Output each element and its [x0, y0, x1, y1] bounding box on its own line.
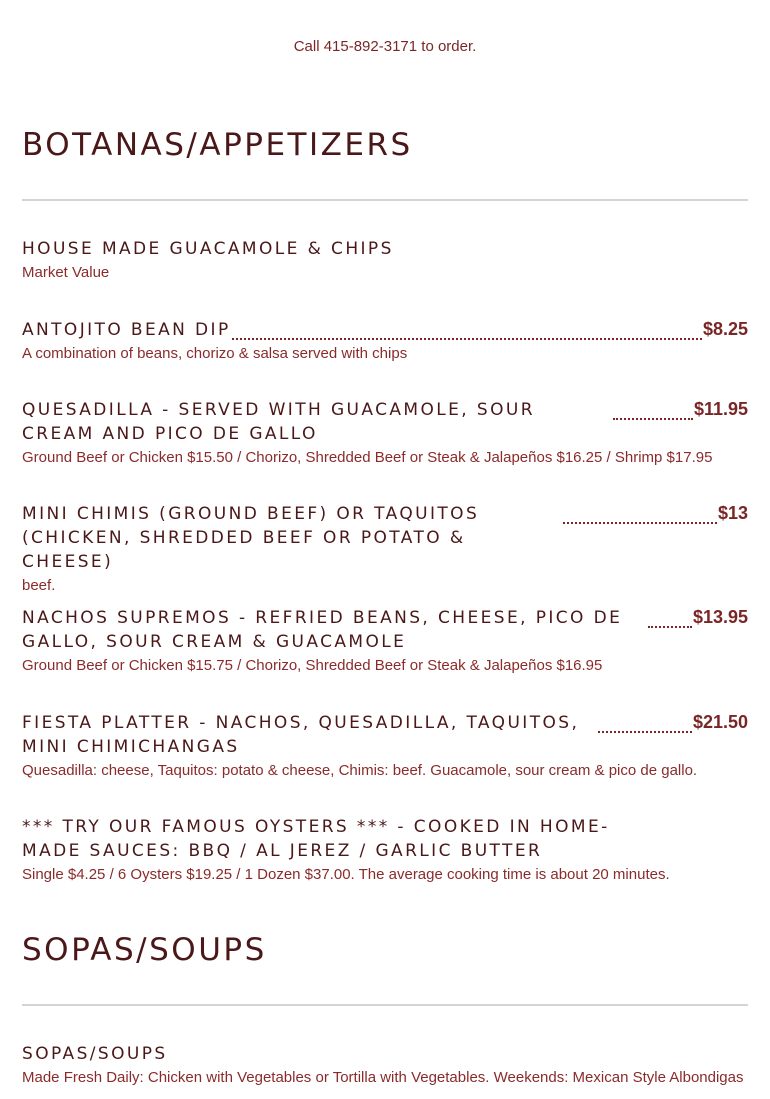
menu-item-nachos	[22, 606, 748, 677]
menu-item-guacamole	[22, 237, 748, 284]
item-price: $21.50	[692, 712, 748, 732]
item-name: FIESTA PLATTER - NACHOS, QUESADILLA, TAQUITOS, MINI CHIMICHANGAS	[22, 713, 580, 757]
item-name: SOPAS/SOUPS	[22, 1044, 168, 1064]
item-price: $13.95	[692, 607, 748, 627]
section-appetizers	[22, 127, 748, 163]
menu-item-bean-dip	[22, 318, 748, 365]
section-divider	[22, 1004, 748, 1006]
item-price: $11.95	[693, 399, 748, 419]
item-description: Made Fresh Daily: Chicken with Vegetables or Tortilla with Vegetables. Weekends: Mexican Style Albondigas	[22, 1069, 744, 1086]
item-name: *** TRY OUR FAMOUS OYSTERS *** - COOKED IN HOME-MADE SAUCES: BBQ / AL JEREZ / GARLIC BUTTER	[22, 817, 610, 861]
dot-leader	[648, 606, 692, 628]
dot-leader	[598, 711, 692, 733]
item-description: A combination of beans, chorizo & salsa served with chips	[22, 345, 408, 362]
menu-item-quesadilla	[22, 398, 748, 469]
dot-leader	[613, 398, 693, 420]
item-description: Ground Beef or Chicken $15.50 / Chorizo, Shredded Beef or Steak & Jalapeños $16.25 / Shrimp $17.95	[22, 449, 713, 466]
item-description: Quesadilla: cheese, Taquitos: potato & cheese, Chimis: beef. Guacamole, sour cream & pico de gallo.	[22, 762, 698, 779]
menu-item-oysters	[22, 815, 748, 886]
item-name: QUESADILLA - SERVED WITH GUACAMOLE, SOUR CREAM AND PICO DE GALLO	[22, 400, 535, 444]
menu-item-fiesta-platter	[22, 711, 748, 782]
item-description: Market Value	[22, 264, 110, 281]
menu-item-soups	[22, 1042, 748, 1089]
dot-leader	[563, 502, 717, 524]
section-title: BOTANAS/APPETIZERS	[22, 127, 413, 163]
dot-leader	[232, 318, 702, 340]
item-price: $13	[717, 503, 748, 523]
menu-item-mini-chimis	[22, 502, 748, 597]
item-description: beef.	[22, 577, 56, 594]
section-divider	[22, 199, 748, 201]
item-price: $8.25	[702, 319, 748, 339]
section-soups	[22, 932, 748, 968]
section-title: SOPAS/SOUPS	[22, 932, 267, 968]
call-to-order: Call 415-892-3171 to order.	[293, 38, 477, 55]
item-description: Ground Beef or Chicken $15.75 / Chorizo, Shredded Beef or Steak & Jalapeños $16.95	[22, 657, 603, 674]
item-name: ANTOJITO BEAN DIP	[22, 320, 231, 340]
item-name: NACHOS SUPREMOS - REFRIED BEANS, CHEESE, PICO DE GALLO, SOUR CREAM & GUACAMOLE	[22, 608, 623, 652]
item-description: Single $4.25 / 6 Oysters $19.25 / 1 Dozen $37.00. The average cooking time is about 20 minutes.	[22, 866, 670, 883]
item-name: MINI CHIMIS (GROUND BEEF) OR TAQUITOS (CHICKEN, SHREDDED BEEF OR POTATO & CHEESE)	[22, 504, 480, 572]
item-name: HOUSE MADE GUACAMOLE & CHIPS	[22, 239, 394, 259]
